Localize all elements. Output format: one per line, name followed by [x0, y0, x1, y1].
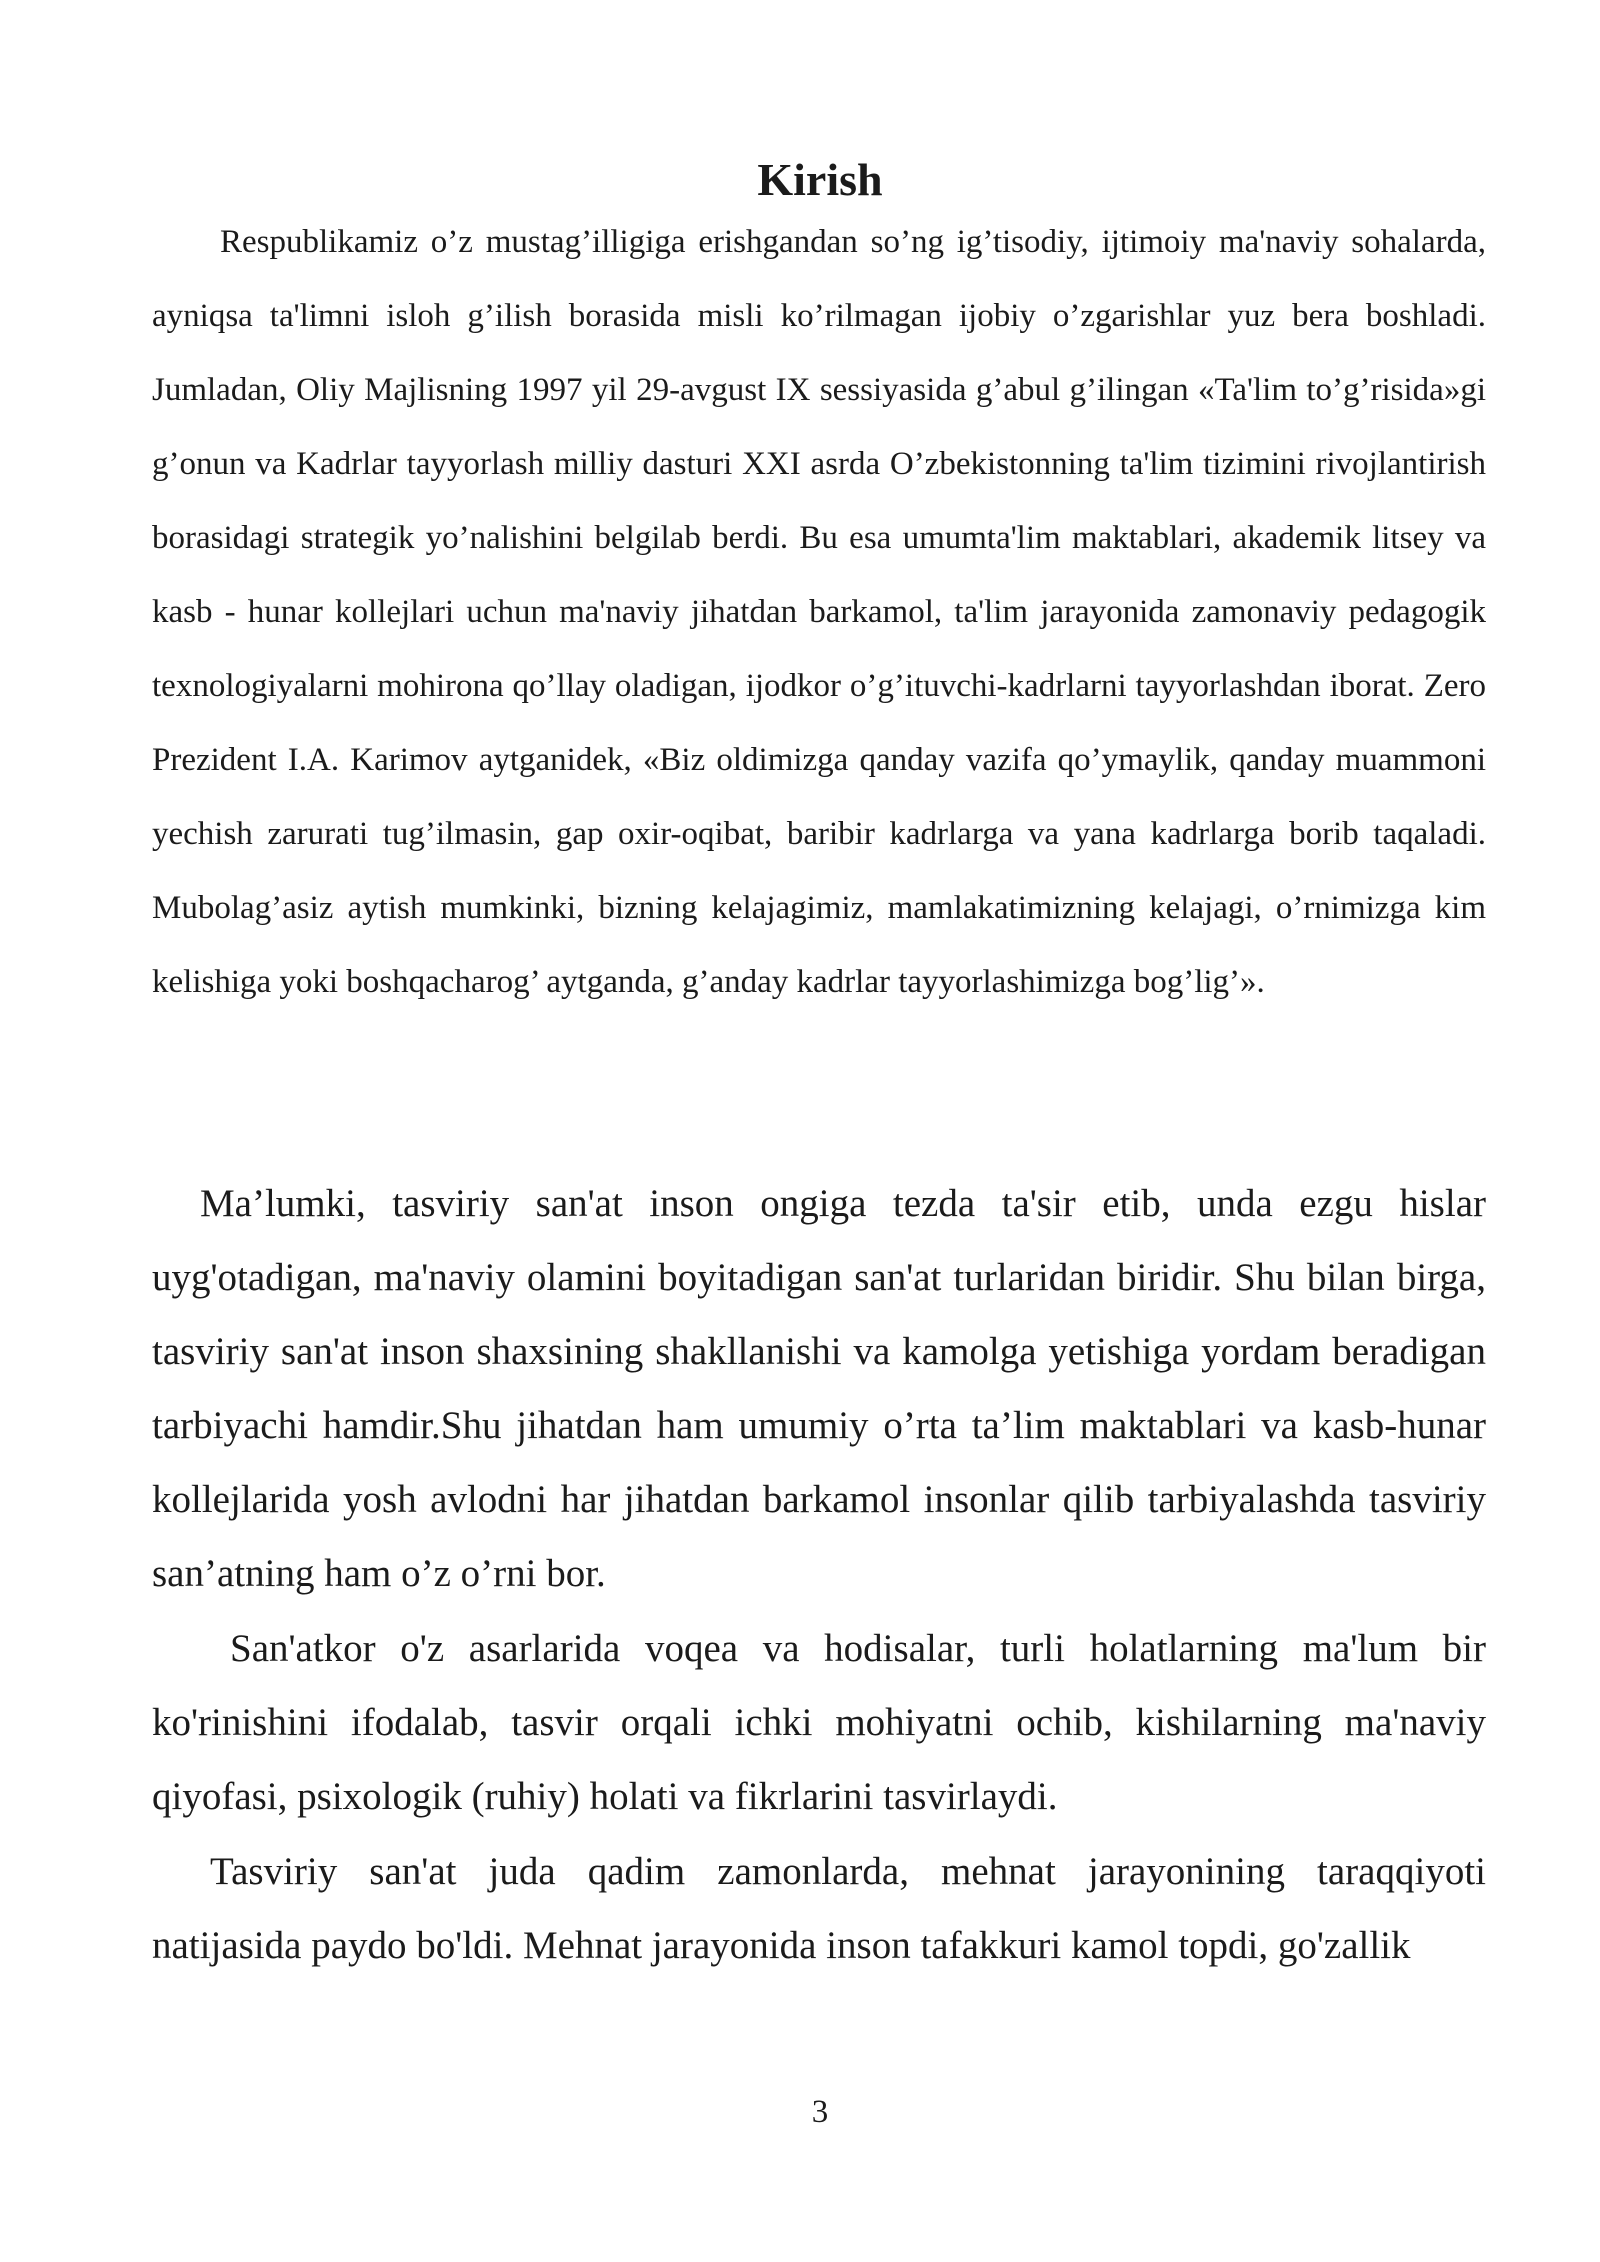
paragraph-introduction: Respublikamiz o’z mustag’illigiga erishgandan so’ng ig’tisodiy, ijtimoiy ma'naviy sohalarda, ayniqsa ta'limni isloh g’ilish borasida misli ko’rilmagan ijobiy o’zgarishlar yuz bera boshladi. Jumladan, Oliy Majlisning 1997 yil 29-avgust IX sessiyasida g’abul g’ilingan «Ta'lim to’g’risida»gi g’onun va Kadrlar tayyorlash milliy dasturi XXI asrda O’zbekistonning ta'lim tizimini rivojlantirish borasidagi strategik yo’nalishini belgilab berdi. Bu esa umumta'lim maktablari, akademik litsey va kasb - hunar kollejlari uchun ma'naviy jihatdan barkamol, ta'lim jarayonida zamonaviy pedagogik texnologiyalarni mohirona qo’llay oladigan, ijodkor o’g’ituvchi-kadrlarni tayyorlashdan iborat. Zero Prezident I.A. Karimov aytganidek, «Biz oldimizga qanday vazifa qo’ymaylik, qanday muammoni yechish zarurati tug’ilmasin, gap oxir-oqibat, baribir kadrlarga va yana kadrlarga borib taqaladi. Mubolag’asiz aytish mumkinki, bizning kelajagimiz, mamlakatimizning kelajagi, o’rnimizga kim kelishiga yoki boshqacharog’ aytganda, g’anday kadrlar tayyorlashimizga bog’lig’».	[152, 224, 1486, 1000]
page-title: Kirish	[757, 154, 883, 205]
paragraph-artist-works: San'atkor o'z asarlarida voqea va hodisalar, turli holatlarning ma'lum bir ko'rinishini ifodalab, tasvir orqali ichki mohiyatni ochib, kishilarning ma'naviy qiyofasi, psixologik (ruhiy) holati va fikrlarini tasvirlaydi.	[152, 1627, 1486, 1818]
paragraph-fine-art-origins: Tasviriy san'at juda qadim zamonlarda, mehnat jarayonining taraqqiyoti natijasida paydo bo'ldi. Mehnat jarayonida inson tafakkuri kamol topdi, go'zallik	[152, 1850, 1486, 1967]
paragraph-fine-art-role: Ma’lumki, tasviriy san'at inson ongiga tezda ta'sir etib, unda ezgu hislar uyg'otadigan, ma'naviy olamini boyitadigan san'at turlaridan biridir. Shu bilan birga, tasviriy san'at inson shaxsining shakllanishi va kamolga yetishiga yordam beradigan tarbiyachi hamdir.Shu jihatdan ham umumiy o’rta ta’lim maktablari va kasb-hunar kollejlarida yosh avlodni har jihatdan barkamol insonlar qilib tarbiyalashda tasviriy san’atning ham o’z o’rni bor.	[152, 1182, 1486, 1595]
page-number: 3	[811, 2094, 829, 2130]
